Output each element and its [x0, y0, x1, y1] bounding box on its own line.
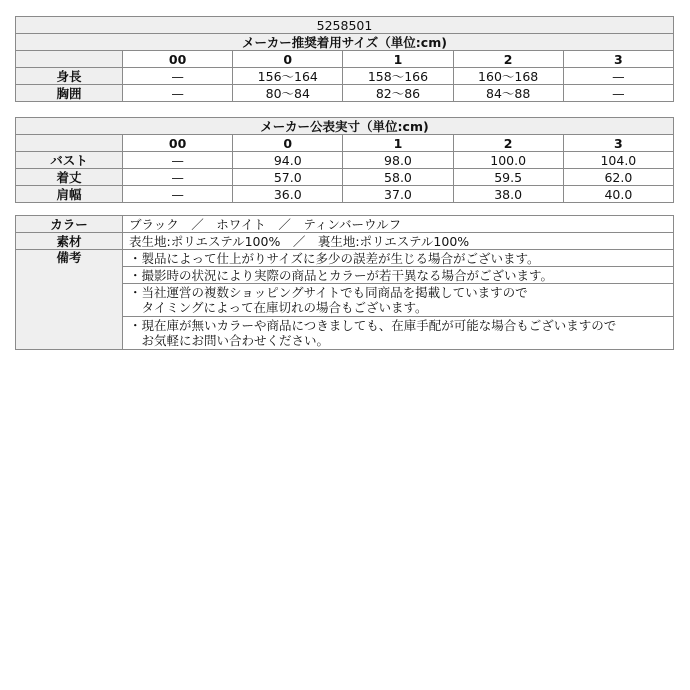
- notes-label: 備考: [16, 250, 123, 350]
- row-label-bust: バスト: [16, 152, 123, 169]
- recommended-size-table: [15, 16, 674, 102]
- note-line: ・現在庫が無いカラーや商品につきましても、在庫手配が可能な場合もございますので: [129, 318, 617, 333]
- table-cell: 82～86: [343, 85, 453, 102]
- table-cell: 94.0: [233, 152, 343, 169]
- size-header: 00: [123, 51, 233, 68]
- table-cell: 84～88: [453, 85, 563, 102]
- table-cell: 62.0: [563, 169, 673, 186]
- table-cell: 100.0: [453, 152, 563, 169]
- size-header: 00: [123, 135, 233, 152]
- row-label-height: 身長: [16, 68, 123, 85]
- table-cell: 160～168: [453, 68, 563, 85]
- size-header: 0: [233, 51, 343, 68]
- actual-size-title: メーカー公表実寸（単位:cm): [16, 118, 674, 135]
- material-value: 表生地:ポリエステル100% ／ 裏生地:ポリエステル100%: [123, 233, 674, 250]
- header-corner: [16, 135, 123, 152]
- size-header: 2: [453, 51, 563, 68]
- table-cell: 80～84: [233, 85, 343, 102]
- recommended-size-title: メーカー推奨着用サイズ（単位:cm): [16, 34, 674, 51]
- size-header: 3: [563, 51, 673, 68]
- table-cell: —: [563, 68, 673, 85]
- note-item: [123, 284, 674, 317]
- row-label-shoulder: 肩幅: [16, 186, 123, 203]
- table-cell: 156～164: [233, 68, 343, 85]
- note-line: お気軽にお問い合わせください。: [129, 333, 330, 348]
- table-row: [16, 169, 674, 186]
- table-cell: 104.0: [563, 152, 673, 169]
- note-line: ・撮影時の状況により実際の商品とカラーが若干異なる場合がございます。: [129, 267, 554, 283]
- table-cell: —: [123, 85, 233, 102]
- size-header: 3: [563, 135, 673, 152]
- table-row: [16, 216, 674, 233]
- table-cell: —: [123, 68, 233, 85]
- row-label-length: 着丈: [16, 169, 123, 186]
- table-row: [16, 233, 674, 250]
- table-row: [16, 68, 674, 85]
- note-item: [123, 317, 674, 350]
- table-cell: 38.0: [453, 186, 563, 203]
- note-line: タイミングによって在庫切れの場合もございます。: [129, 300, 428, 315]
- color-label: カラー: [16, 216, 123, 233]
- material-label: 素材: [16, 233, 123, 250]
- color-value: ブラック ／ ホワイト ／ ティンバーウルフ: [123, 216, 674, 233]
- table-cell: 36.0: [233, 186, 343, 203]
- table-cell: —: [123, 152, 233, 169]
- table-cell: —: [123, 186, 233, 203]
- table-cell: —: [563, 85, 673, 102]
- note-line: ・製品によって仕上がりサイズに多少の誤差が生じる場合がございます。: [129, 250, 540, 266]
- row-label-chest: 胸囲: [16, 85, 123, 102]
- table-cell: 58.0: [343, 169, 453, 186]
- table-cell: 40.0: [563, 186, 673, 203]
- note-item: [123, 250, 674, 267]
- product-code: 5258501: [16, 17, 674, 34]
- table-cell: 37.0: [343, 186, 453, 203]
- table-row: [16, 152, 674, 169]
- size-header: 1: [343, 135, 453, 152]
- size-header: 1: [343, 51, 453, 68]
- note-item: [123, 267, 674, 284]
- table-cell: 59.5: [453, 169, 563, 186]
- note-line: ・当社運営の複数ショッピングサイトでも同商品を掲載していますので: [129, 285, 528, 300]
- table-cell: —: [123, 169, 233, 186]
- product-details-table: [15, 215, 674, 350]
- header-corner: [16, 51, 123, 68]
- actual-size-table: [15, 117, 674, 203]
- table-cell: 98.0: [343, 152, 453, 169]
- table-cell: 57.0: [233, 169, 343, 186]
- table-row: [16, 85, 674, 102]
- table-cell: 158～166: [343, 68, 453, 85]
- size-header: 2: [453, 135, 563, 152]
- size-header: 0: [233, 135, 343, 152]
- table-row: [16, 250, 674, 267]
- table-row: [16, 186, 674, 203]
